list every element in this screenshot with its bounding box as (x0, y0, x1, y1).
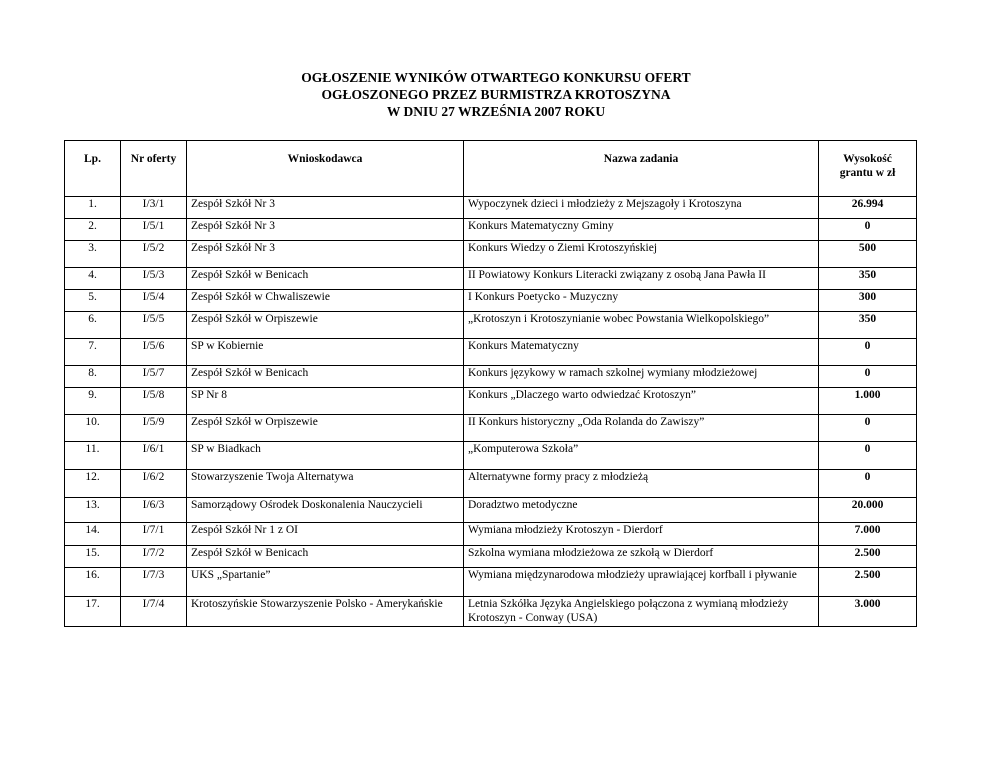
cell-wnioskodawca: Zespół Szkół w Benicach (187, 546, 464, 568)
cell-nr-oferty: I/6/1 (121, 442, 187, 470)
cell-nazwa-zadania: Wypoczynek dzieci i młodzieży z Mejszagoły i Krotoszyna (464, 197, 819, 219)
table-row (65, 290, 917, 312)
cell-wnioskodawca: Krotoszyńskie Stowarzyszenie Polsko - Amerykańskie (187, 597, 464, 627)
cell-wnioskodawca: UKS „Spartanie” (187, 568, 464, 597)
cell-nazwa-zadania: Alternatywne formy pracy z młodzieżą (464, 470, 819, 498)
cell-lp: 8. (65, 366, 121, 388)
cell-wysokosc-grantu: 350 (819, 268, 917, 290)
cell-wysokosc-grantu: 0 (819, 415, 917, 442)
cell-lp: 1. (65, 197, 121, 219)
header-amount-line2: grantu w zł (839, 167, 896, 179)
document-title (0, 69, 992, 120)
cell-nr-oferty: I/3/1 (121, 197, 187, 219)
cell-nazwa-zadania: I Konkurs Poetycko - Muzyczny (464, 290, 819, 312)
table-row (65, 388, 917, 415)
cell-nazwa-zadania: Szkolna wymiana młodzieżowa ze szkołą w Dierdorf (464, 546, 819, 568)
header-nazwa-zadania: Nazwa zadania (464, 141, 819, 197)
cell-lp: 11. (65, 442, 121, 470)
table-row (65, 523, 917, 546)
table-row (65, 546, 917, 568)
cell-lp: 9. (65, 388, 121, 415)
cell-wysokosc-grantu: 2.500 (819, 568, 917, 597)
cell-wysokosc-grantu: 350 (819, 312, 917, 339)
cell-wysokosc-grantu: 0 (819, 366, 917, 388)
cell-nazwa-zadania: „Komputerowa Szkoła” (464, 442, 819, 470)
cell-wnioskodawca: Zespół Szkół w Benicach (187, 366, 464, 388)
table-row (65, 366, 917, 388)
cell-wnioskodawca: Zespół Szkół w Benicach (187, 268, 464, 290)
table-row (65, 442, 917, 470)
cell-wnioskodawca: Zespół Szkół Nr 3 (187, 241, 464, 268)
cell-nazwa-zadania: Doradztwo metodyczne (464, 498, 819, 523)
table-row (65, 241, 917, 268)
table-row (65, 312, 917, 339)
cell-nr-oferty: I/6/2 (121, 470, 187, 498)
cell-nazwa-zadania: Letnia Szkółka Języka Angielskiego połączona z wymianą młodzieży Krotoszyn - Conway (USA) (464, 597, 819, 627)
table-row (65, 268, 917, 290)
cell-nazwa-zadania: II Konkurs historyczny „Oda Rolanda do Zawiszy” (464, 415, 819, 442)
table-row (65, 197, 917, 219)
cell-nr-oferty: I/5/7 (121, 366, 187, 388)
cell-lp: 12. (65, 470, 121, 498)
cell-nazwa-zadania: II Powiatowy Konkurs Literacki związany z osobą Jana Pawła II (464, 268, 819, 290)
cell-wnioskodawca: Zespół Szkół Nr 3 (187, 197, 464, 219)
title-line: W DNIU 27 WRZEŚNIA 2007 ROKU (386, 104, 606, 119)
cell-nr-oferty: I/6/3 (121, 498, 187, 523)
cell-wysokosc-grantu: 0 (819, 219, 917, 241)
table-body (65, 197, 917, 627)
cell-nr-oferty: I/5/8 (121, 388, 187, 415)
cell-wysokosc-grantu: 7.000 (819, 523, 917, 546)
cell-lp: 17. (65, 597, 121, 627)
cell-lp: 5. (65, 290, 121, 312)
header-wnioskodawca: Wnioskodawca (187, 141, 464, 197)
cell-nr-oferty: I/7/4 (121, 597, 187, 627)
cell-wnioskodawca: Zespół Szkół w Chwaliszewie (187, 290, 464, 312)
header-nr-oferty: Nr oferty (121, 141, 187, 197)
table-row (65, 498, 917, 523)
cell-wnioskodawca: Zespół Szkół w Orpiszewie (187, 312, 464, 339)
header-row (65, 141, 917, 197)
cell-lp: 4. (65, 268, 121, 290)
cell-lp: 10. (65, 415, 121, 442)
cell-wysokosc-grantu: 500 (819, 241, 917, 268)
cell-wysokosc-grantu: 20.000 (819, 498, 917, 523)
cell-nr-oferty: I/7/1 (121, 523, 187, 546)
cell-wnioskodawca: Samorządowy Ośrodek Doskonalenia Nauczycieli (187, 498, 464, 523)
cell-nazwa-zadania: Konkurs Matematyczny Gminy (464, 219, 819, 241)
cell-lp: 6. (65, 312, 121, 339)
header-wysokosc-grantu (819, 141, 917, 197)
cell-wysokosc-grantu: 0 (819, 470, 917, 498)
cell-wnioskodawca: Stowarzyszenie Twoja Alternatywa (187, 470, 464, 498)
cell-nazwa-zadania: Konkurs językowy w ramach szkolnej wymiany młodzieżowej (464, 366, 819, 388)
cell-lp: 16. (65, 568, 121, 597)
cell-wnioskodawca: SP w Kobiernie (187, 339, 464, 366)
cell-wnioskodawca: SP Nr 8 (187, 388, 464, 415)
table-row (65, 568, 917, 597)
cell-lp: 3. (65, 241, 121, 268)
header-amount-line1: Wysokość (843, 153, 892, 165)
cell-nazwa-zadania: Wymiana młodzieży Krotoszyn - Dierdorf (464, 523, 819, 546)
cell-wnioskodawca: Zespół Szkół Nr 3 (187, 219, 464, 241)
cell-nr-oferty: I/5/5 (121, 312, 187, 339)
cell-nr-oferty: I/5/4 (121, 290, 187, 312)
cell-wysokosc-grantu: 0 (819, 339, 917, 366)
title-line: OGŁOSZENIE WYNIKÓW OTWARTEGO KONKURSU OFERT (301, 70, 691, 85)
cell-nr-oferty: I/5/2 (121, 241, 187, 268)
table-row (65, 470, 917, 498)
cell-lp: 7. (65, 339, 121, 366)
table-row (65, 415, 917, 442)
cell-nr-oferty: I/7/2 (121, 546, 187, 568)
table-row (65, 219, 917, 241)
cell-wnioskodawca: SP w Biadkach (187, 442, 464, 470)
cell-wnioskodawca: Zespół Szkół Nr 1 z OI (187, 523, 464, 546)
table-row (65, 597, 917, 627)
cell-nazwa-zadania: Konkurs „Dlaczego warto odwiedzać Krotoszyn” (464, 388, 819, 415)
cell-wysokosc-grantu: 300 (819, 290, 917, 312)
cell-nr-oferty: I/7/3 (121, 568, 187, 597)
cell-nr-oferty: I/5/1 (121, 219, 187, 241)
cell-nazwa-zadania: Wymiana międzynarodowa młodzieży uprawiającej korfball i pływanie (464, 568, 819, 597)
cell-nr-oferty: I/5/9 (121, 415, 187, 442)
cell-lp: 2. (65, 219, 121, 241)
table-row (65, 339, 917, 366)
cell-nazwa-zadania: Konkurs Matematyczny (464, 339, 819, 366)
header-lp: Lp. (65, 141, 121, 197)
cell-lp: 13. (65, 498, 121, 523)
cell-wysokosc-grantu: 3.000 (819, 597, 917, 627)
cell-lp: 15. (65, 546, 121, 568)
cell-wysokosc-grantu: 2.500 (819, 546, 917, 568)
cell-wnioskodawca: Zespół Szkół w Orpiszewie (187, 415, 464, 442)
cell-wysokosc-grantu: 1.000 (819, 388, 917, 415)
cell-lp: 14. (65, 523, 121, 546)
cell-nr-oferty: I/5/6 (121, 339, 187, 366)
cell-nazwa-zadania: „Krotoszyn i Krotoszynianie wobec Powstania Wielkopolskiego” (464, 312, 819, 339)
cell-wysokosc-grantu: 0 (819, 442, 917, 470)
cell-nr-oferty: I/5/3 (121, 268, 187, 290)
results-table (64, 140, 917, 627)
cell-nazwa-zadania: Konkurs Wiedzy o Ziemi Krotoszyńskiej (464, 241, 819, 268)
cell-wysokosc-grantu: 26.994 (819, 197, 917, 219)
title-line: OGŁOSZONEGO PRZEZ BURMISTRZA KROTOSZYNA (321, 87, 671, 102)
